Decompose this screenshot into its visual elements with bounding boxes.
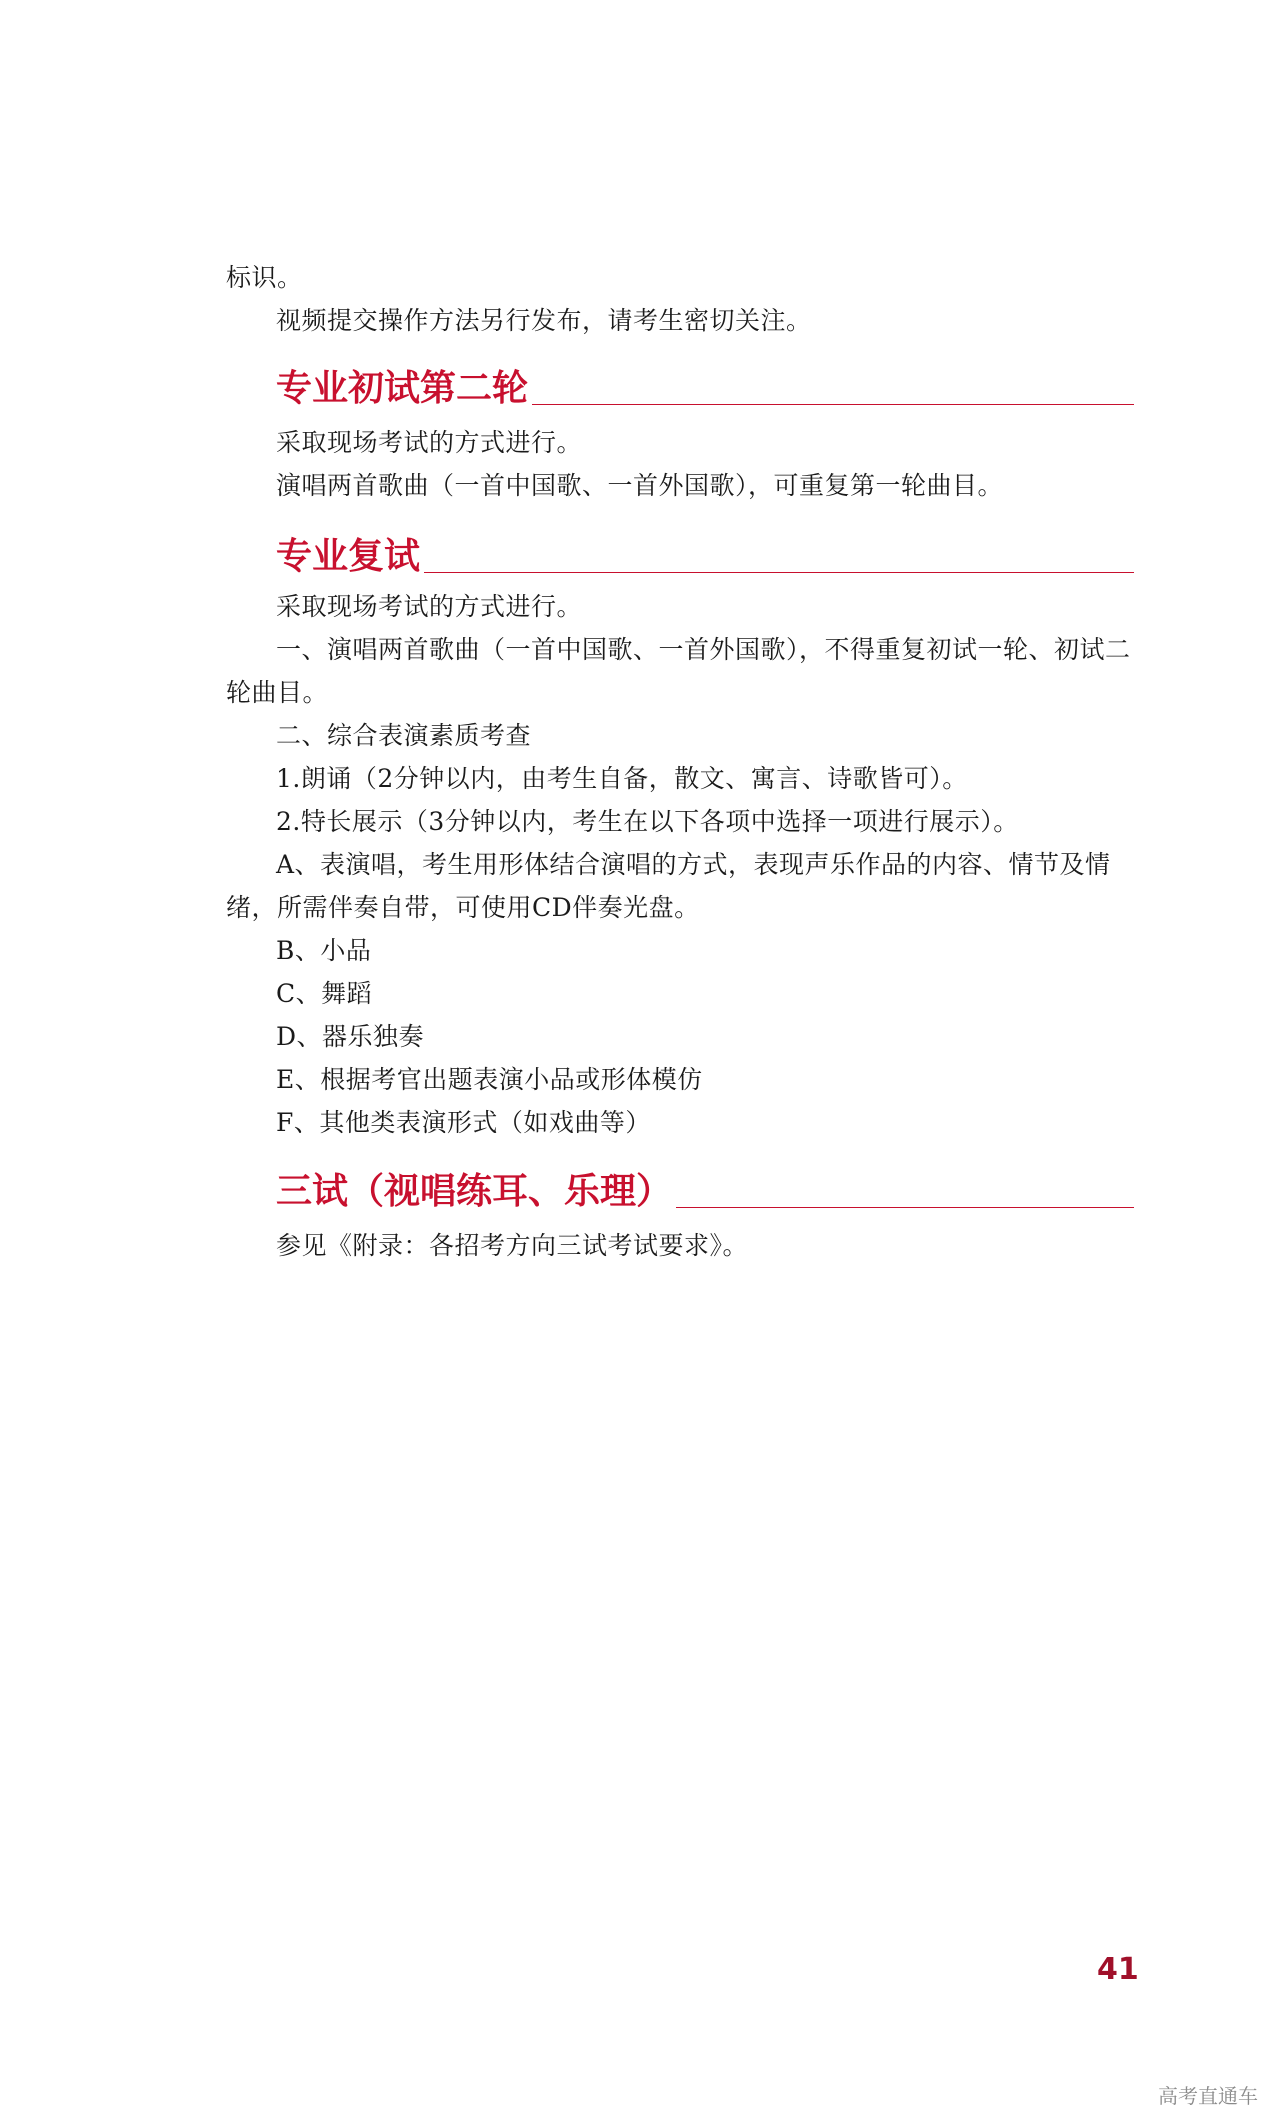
heading-rule [424, 572, 1134, 573]
page-number: 41 [1097, 1952, 1139, 1987]
section-title: 专业复试 [276, 536, 421, 577]
list-item: 2.特长展示（3分钟以内，考生在以下各项中选择一项进行展示）。 [276, 807, 1019, 836]
paragraph: 标识。 [226, 263, 303, 292]
paragraph: 采取现场考试的方式进行。 [276, 428, 583, 457]
heading-rule [676, 1207, 1134, 1208]
list-item: 1.朗诵（2分钟以内，由考生自备，散文、寓言、诗歌皆可）。 [276, 764, 968, 793]
page-content [226, 256, 1134, 1267]
section-title: 三试（视唱练耳、乐理） [276, 1171, 673, 1212]
paragraph: 一、演唱两首歌曲（一首中国歌、一首外国歌），不得重复初试一轮、初试二轮曲目。 [226, 635, 1131, 707]
list-item: C、舞蹈 [276, 979, 373, 1008]
list-item: E、根据考官出题表演小品或形体模仿 [276, 1065, 703, 1094]
paragraph: 参见《附录：各招考方向三试考试要求》。 [276, 1231, 749, 1260]
watermark-text: 高考直通车 [1158, 2084, 1258, 2108]
paragraph: 采取现场考试的方式进行。 [276, 592, 583, 621]
section-heading-3 [276, 1156, 1134, 1212]
list-item: B、小品 [276, 936, 372, 965]
section-heading-2 [276, 521, 1134, 577]
list-item: F、其他类表演形式（如戏曲等） [276, 1108, 651, 1137]
section-title: 专业初试第二轮 [276, 368, 529, 409]
paragraph: 演唱两首歌曲（一首中国歌、一首外国歌），可重复第一轮曲目。 [276, 471, 1004, 500]
section-heading-1 [276, 353, 1134, 409]
list-item: D、器乐独奏 [276, 1022, 425, 1051]
paragraph: 二、综合表演素质考查 [276, 721, 532, 750]
list-item: A、表演唱，考生用形体结合演唱的方式，表现声乐作品的内容、情节及情绪，所需伴奏自带，可使用CD伴奏光盘。 [226, 850, 1111, 922]
paragraph: 视频提交操作方法另行发布，请考生密切关注。 [276, 306, 812, 335]
heading-rule [532, 404, 1134, 405]
